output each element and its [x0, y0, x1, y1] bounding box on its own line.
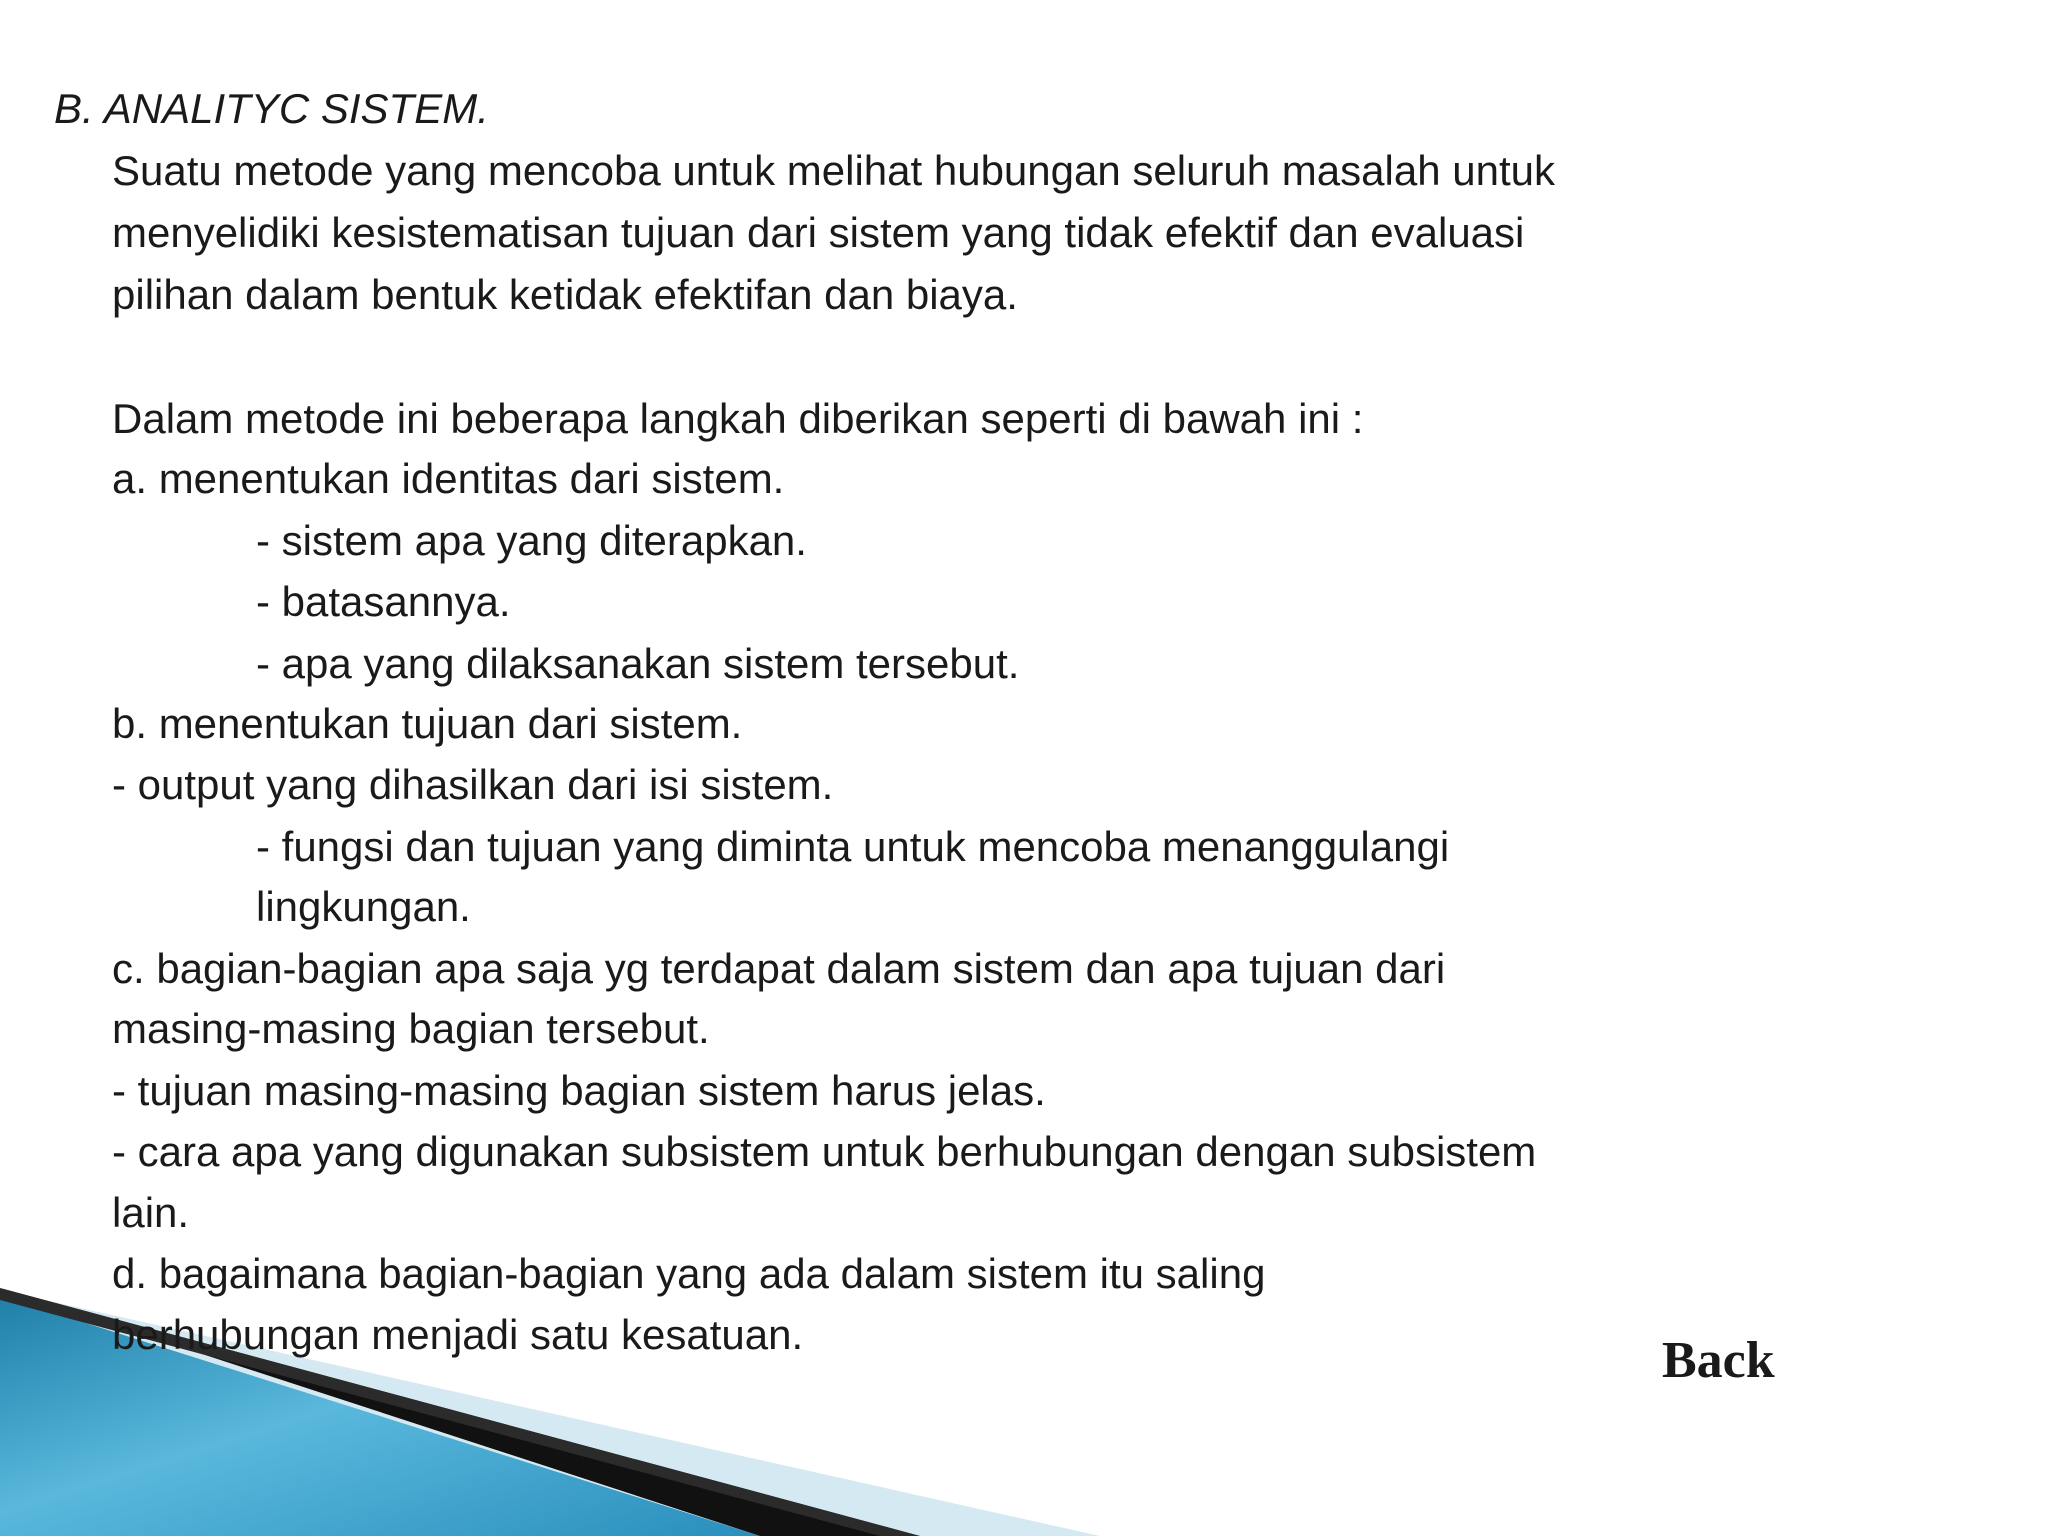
- step-a-sub-2: - batasannya.: [256, 578, 511, 625]
- step-d-cont: berhubungan menjadi satu kesatuan.: [112, 1311, 804, 1358]
- step-c-cont: masing-masing bagian tersebut.: [112, 1005, 710, 1052]
- step-d: d. bagaimana bagian-bagian yang ada dalam sistem itu saling: [112, 1250, 1266, 1297]
- steps-intro: Dalam metode ini beberapa langkah diberikan seperti di bawah ini :: [112, 395, 1364, 442]
- step-b: b. menentukan tujuan dari sistem.: [112, 700, 743, 747]
- step-c-sub-2: - cara apa yang digunakan subsistem untuk berhubungan dengan subsistem: [112, 1128, 1537, 1175]
- step-a-sub-1: - sistem apa yang diterapkan.: [256, 517, 807, 564]
- step-a: a. menentukan identitas dari sistem.: [112, 455, 785, 502]
- slide-heading: B. ANALITYC SISTEM.: [54, 85, 489, 132]
- step-b-sub-2: - fungsi dan tujuan yang diminta untuk mencoba menanggulangi: [256, 823, 1450, 870]
- step-a-sub-3: - apa yang dilaksanakan sistem tersebut.: [256, 640, 1020, 687]
- step-c: c. bagian-bagian apa saja yg terdapat dalam sistem dan apa tujuan dari: [112, 945, 1446, 992]
- back-link[interactable]: Back: [1662, 1332, 1775, 1389]
- step-c-sub-2-cont: lain.: [112, 1189, 190, 1236]
- step-c-sub-1: - tujuan masing-masing bagian sistem harus jelas.: [112, 1067, 1046, 1114]
- step-b-sub-1: - output yang dihasilkan dari isi sistem.: [112, 761, 834, 808]
- paragraph-line-1: Suatu metode yang mencoba untuk melihat hubungan seluruh masalah untuk: [112, 147, 1555, 194]
- step-b-sub-2-cont: lingkungan.: [256, 883, 471, 930]
- paragraph-line-3: pilihan dalam bentuk ketidak efektifan dan biaya.: [112, 271, 1018, 318]
- paragraph-line-2: menyelidiki kesistematisan tujuan dari sistem yang tidak efektif dan evaluasi: [112, 209, 1525, 256]
